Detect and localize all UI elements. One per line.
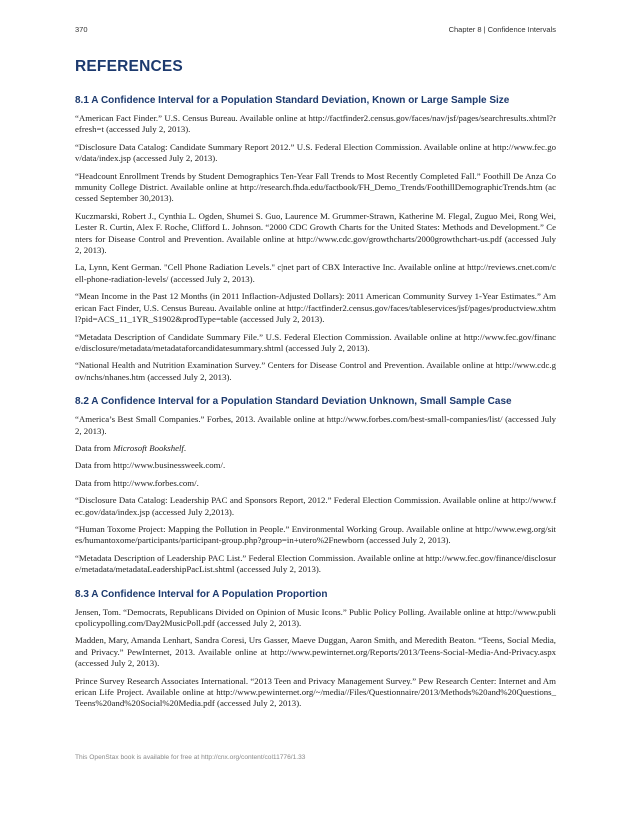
reference-entry: “Disclosure Data Catalog: Candidate Summary Report 2012.” U.S. Federal Election Commission. Available online at http://www.fec.gov/data/index.jsp (accessed July 2, 2013). [75,141,556,164]
references-section [75,95,556,383]
page-header [75,25,556,37]
reference-entry: “America’s Best Small Companies.” Forbes, 2013. Available online at http://www.forbes.com/best-small-companies/list/ (accessed July 2, 2013). [75,414,556,436]
reference-entry: Kuczmarski, Robert J., Cynthia L. Ogden, Shumei S. Guo, Laurence M. Grummer-Strawn, Katherine M. Flegal, Zuguo Mei, Rong Wei, Lester R. Curtin, Alex F. Roche, Clifford L. Johnson. “2000 CDC Growth Charts for the United States: Methods and Development.” Centers for Disease Control and Prevention. Available online at http://www.cdc.gov/growthcharts/2000growthchart-us.pdf (accessed July 2, 2013). [75,210,556,256]
reference-entry: “Metadata Description of Leadership PAC List.” Federal Election Commission. Available online at http://www.fec.gov/finance/disclosure/metadata/metadataLeadershipPacList.shtml (accessed July 2, 2013). [75,552,556,575]
reference-entry: “Human Toxome Project: Mapping the Pollution in People.” Environmental Working Group. Available online at http://www.ewg.org/sites/humantoxome/participants/participant-group.php?group=in+utero%2Fnewborn (accessed July 2, 2013). [75,523,556,546]
reference-entry: “National Health and Nutrition Examination Survey.” Centers for Disease Control and Prevention. Available online at http://www.cdc.gov/nchs/nhanes.htm (accessed July 2, 2013). [75,360,556,382]
reference-italic-title: Microsoft Bookshelf [113,442,184,453]
section-heading: 8.2 A Confidence Interval for a Population Standard Deviation Unknown, Small Sample Case [75,396,512,408]
reference-prefix: Data from [75,442,114,453]
reference-entry: “American Fact Finder.” U.S. Census Bureau. Available online at http://factfinder2.census.gov/faces/nav/jsf/pages/searchresults.xhtml?refresh=t (accessed July 2, 2013). [75,113,556,135]
reference-entry: “Headcount Enrollment Trends by Student Demographics Ten-Year Fall Trends to Most Recently Completed Fall.” Foothill De Anza Community College District. Available online at http://research.fhda.edu/factbook/FH_Demo_Trends/FoothillDemographicTrends.htm (accessed September 30,2013). [75,170,556,204]
reference-entry: Jensen, Tom. “Democrats, Republicans Divided on Opinion of Music Icons.” Public Policy Polling. Available online at http://www.publicpolicypolling.com/Day2MusicPoll.pdf (accessed July 2, 2013). [75,606,556,628]
page-footer: This OpenStax book is available for free at http://cnx.org/content/col11776/1.33 [75,754,306,761]
reference-entry: Data from http://www.forbes.com/. [75,477,199,488]
references-section [75,396,556,575]
content [75,58,556,723]
page-title: REFERENCES [75,58,183,75]
references-sections [75,95,556,710]
references-section [75,589,556,710]
reference-entry: Data from http://www.businessweek.com/. [75,460,226,471]
chapter-title: Chapter 8 | Confidence Intervals [448,25,556,34]
section-heading: 8.3 A Confidence Interval for A Population Proportion [75,588,328,600]
reference-suffix: . [183,442,187,453]
reference-entry: “Disclosure Data Catalog: Leadership PAC and Sponsors Report, 2012.” Federal Election Commission. Available online at http://www.fec.gov/data/index.jsp (accessed July 2,2013). [75,495,556,517]
reference-entry: “Metadata Description of Candidate Summary File.” U.S. Federal Election Commission. Available online at http://www.fec.gov/finance/disclosure/metadata/metadataforcandidatesummary.shtml (accessed July 2, 2013). [75,331,556,353]
section-heading: 8.1 A Confidence Interval for a Population Standard Deviation, Known or Large Sample Size [75,95,510,106]
page-number: 370 [75,25,88,34]
reference-entry: Prince Survey Research Associates International. “2013 Teen and Privacy Management Survey.” Pew Research Center: Internet and American Life Project. Available online at http://www.pewinternet.org/~/media//Files/Questionnaire/2013/Methods%20and%20Questions_Teens%20and%20Social%20Media.pdf (accessed July 2, 2013). [75,675,556,709]
reference-entry [75,443,556,454]
reference-entry: Madden, Mary, Amanda Lenhart, Sandra Coresi, Urs Gasser, Maeve Duggan, Aaron Smith, and Meredith Beaton. “Teens, Social Media, and Privacy.” PewInternet, 2013. Available online at http://www.pewinternet.org/Reports/2013/Teens-Social-Media-And-Privacy.aspx (accessed July 2, 2013). [75,635,556,669]
reference-entry: La, Lynn, Kent German. "Cell Phone Radiation Levels." c|net part of CBX Interactive Inc. Available online at http://reviews.cnet.com/cell-phone-radiation-levels/ (accessed July 2, 2013). [75,262,556,284]
reference-entry: “Mean Income in the Past 12 Months (in 2011 Inflaction-Adjusted Dollars): 2011 American Community Survey 1-Year Estimates.” American Fact Finder, U.S. Census Bureau. Available online at http://factfinder2.census.gov/faces/tableservices/jsf/pages/productview.xhtml?pid=ACS_11_1YR_S1902&prodType=table (accessed July 2, 2013). [75,291,556,325]
